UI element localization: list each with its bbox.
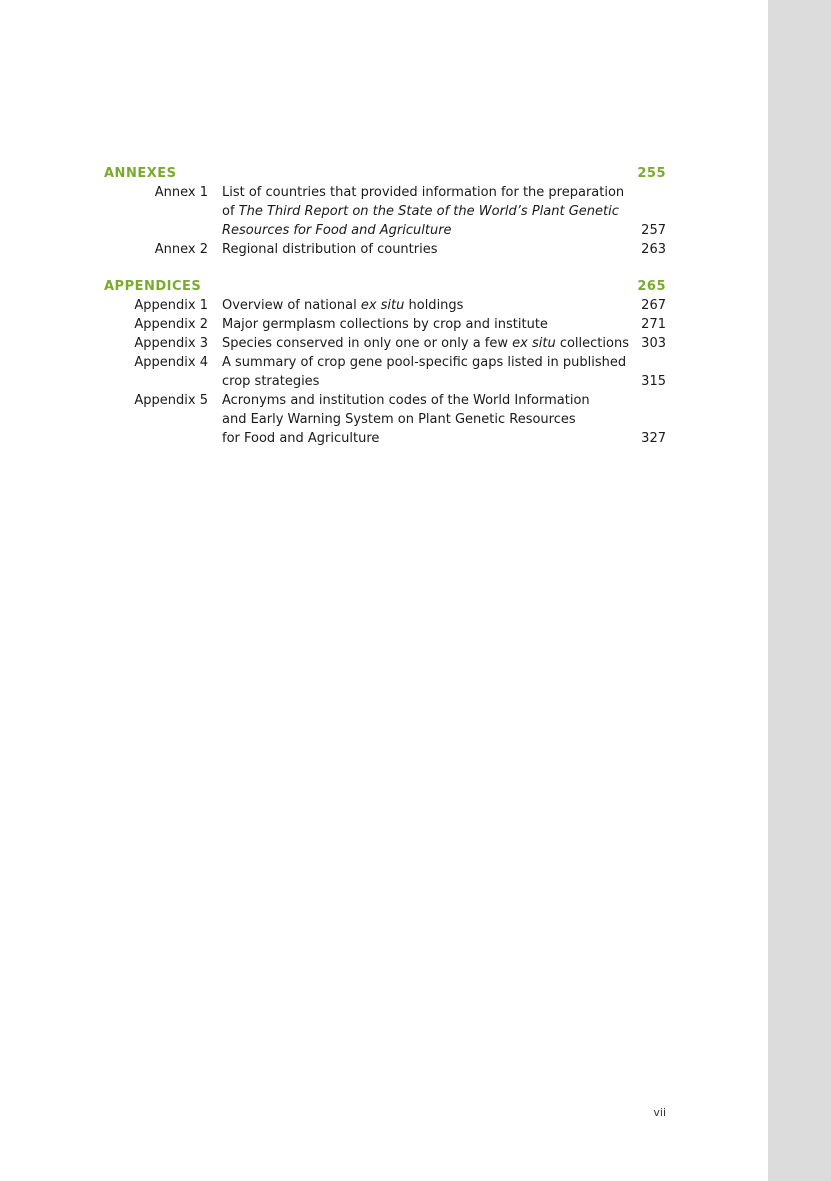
title-text: collections [555, 336, 629, 351]
entry-title [222, 353, 627, 391]
entry-page: 315 [641, 374, 666, 389]
toc-entry-appendix-1[interactable] [104, 296, 666, 315]
page-edge-band [768, 0, 831, 1181]
appendices-page: 265 [637, 279, 666, 294]
toc-entry-appendix-3[interactable] [104, 334, 666, 353]
title-text: Overview of national [222, 298, 361, 313]
entry-title-line: List of countries that provided information for the preparation [222, 185, 625, 200]
page-number: vii [653, 1106, 666, 1119]
entry-title-line: Resources for Food and Agriculture [222, 223, 452, 238]
entry-title-line [222, 334, 629, 353]
annexes-heading-row[interactable] [104, 164, 666, 183]
title-text: holdings [404, 298, 464, 313]
entry-label: Appendix 3 [134, 336, 208, 351]
title-italic: ex situ [512, 336, 556, 351]
entry-title-line: and Early Warning System on Plant Genetic Resources [222, 412, 576, 427]
entry-title-line: A summary of crop gene pool-specific gaps listed in published [222, 355, 627, 370]
entry-page: 263 [641, 242, 666, 257]
appendices-heading: APPENDICES [104, 279, 202, 294]
title-italic: ex situ [360, 298, 405, 313]
entry-page: 327 [641, 431, 666, 446]
entry-title [222, 315, 622, 334]
toc-entry-appendix-4[interactable] [104, 353, 666, 391]
entry-title [222, 391, 622, 448]
entry-label: Appendix 4 [134, 355, 208, 370]
entry-label: Appendix 2 [134, 317, 208, 332]
entry-title-line: Acronyms and institution codes of the World Information [222, 393, 590, 408]
entry-title-line: for Food and Agriculture [222, 431, 380, 446]
toc-entry-annex-1[interactable] [104, 183, 666, 240]
toc-entry-appendix-2[interactable] [104, 315, 666, 334]
toc-entry-annex-2[interactable] [104, 240, 666, 259]
entry-label: Appendix 5 [134, 393, 208, 408]
entry-title-line [222, 296, 622, 315]
entry-title-line: Regional distribution of countries [222, 242, 438, 257]
entry-label: Annex 1 [154, 185, 208, 200]
appendices-heading-row[interactable] [104, 277, 666, 296]
section-spacer [104, 259, 666, 277]
entry-title-line: crop strategies [222, 374, 320, 389]
annexes-heading: ANNEXES [104, 166, 177, 181]
table-of-contents [104, 164, 666, 448]
entry-page: 267 [641, 298, 666, 313]
entry-label: Annex 2 [154, 242, 208, 257]
title-prefix: of [222, 204, 239, 219]
entry-title [222, 296, 622, 315]
entry-label: Appendix 1 [134, 298, 208, 313]
title-italic: The Third Report on the State of the World’s Plant Genetic [238, 204, 619, 219]
entry-page: 303 [641, 336, 666, 351]
title-text: Species conserved in only one or only a few [222, 336, 513, 351]
annexes-page: 255 [637, 166, 666, 181]
toc-entry-appendix-5[interactable] [104, 391, 666, 448]
entry-title [222, 240, 622, 259]
entry-page: 271 [641, 317, 666, 332]
entry-title-line [222, 202, 622, 221]
entry-title-line: Major germplasm collections by crop and institute [222, 317, 548, 332]
entry-page: 257 [641, 223, 666, 238]
entry-title [222, 334, 629, 353]
entry-title [222, 183, 625, 240]
